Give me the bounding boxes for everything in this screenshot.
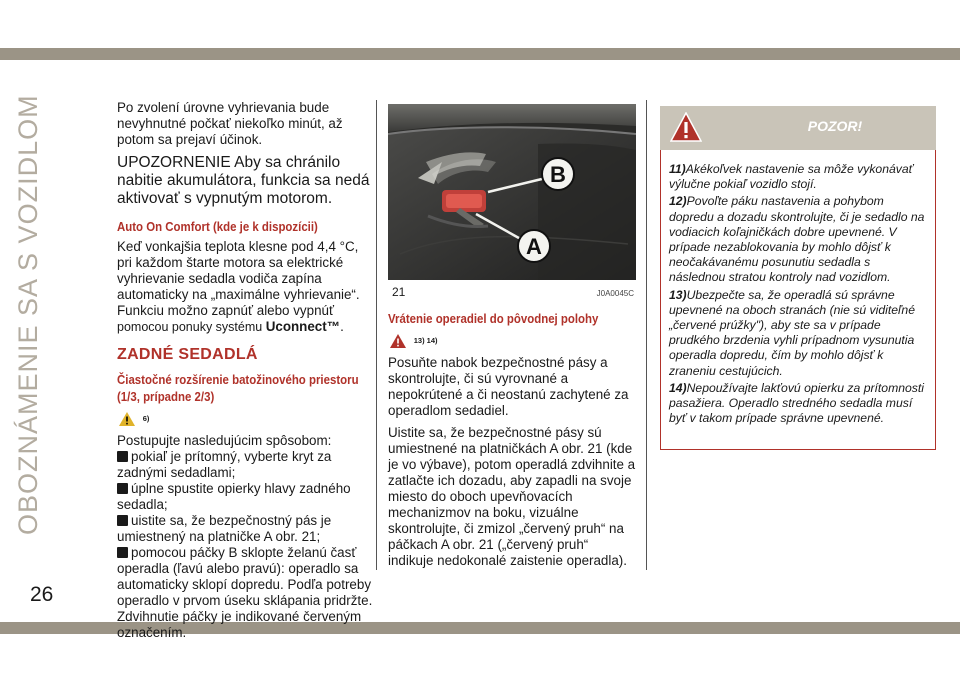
steps-list <box>117 449 375 641</box>
bullet-icon <box>117 483 128 494</box>
battery-warning: UPOZORNENIE Aby sa chránilo nabitie akumulátora, funkcia sa nedá aktivovať s vypnutým motorom. <box>117 154 370 207</box>
warning-title: POZOR! <box>807 118 863 134</box>
section-rear-seats: ZADNÉ SEDADLÁ <box>117 346 258 363</box>
warning-ref-number: 13) 14) <box>413 336 438 346</box>
label-b: B <box>550 162 566 187</box>
list-item <box>117 481 375 513</box>
list-item <box>117 545 375 641</box>
step-text: pokiaľ je prítomný, vyberte kryt za zadnými sedadlami; <box>117 449 332 480</box>
warning-number: 13) <box>669 287 687 302</box>
warning-triangle-icon <box>390 334 406 348</box>
page-number: 26 <box>30 583 54 606</box>
paragraph-check-lock: Uistite sa, že bezpečnostné pásy sú umiestnené na platničkách A obr. 21 (kde je vo výbave), potom operadlá zdvihnite a zatlačte ich dozadu, aby zapadli na svoje miesto do oboch upevňovacích mechanizmov na boku, vizuálne skontrolujte, či zmizol „červený pruh“ na páčkach A obr. 21 („červený pruh“ indikuje nedokonalé zaistenie operadla). <box>388 425 636 568</box>
paragraph-auto-on <box>117 239 375 335</box>
warning-panel-header <box>660 106 936 150</box>
auto-on-menu-prefix: pomocou ponuky systému <box>117 320 266 334</box>
bullet-icon <box>117 451 128 462</box>
warning-number: 14) <box>669 380 687 395</box>
list-item <box>669 381 927 427</box>
warning-number: 12) <box>669 194 687 209</box>
warning-panel-body <box>660 150 936 450</box>
figure-caption <box>388 284 636 302</box>
column-middle-text <box>388 310 636 575</box>
heading-return-backrests: Vrátenie operadiel do pôvodnej polohy <box>388 311 599 326</box>
list-item <box>669 288 927 379</box>
steps-intro: Postupujte nasledujúcim spôsobom: <box>117 433 332 448</box>
figure-code: J0A0045C <box>596 289 634 298</box>
step-text: pomocou páčky B sklopte želanú časť operadla (ľavú alebo pravú): operadlo sa automaticky sklopí dopredu. Podľa potreby operadlo v prvom úseku sklápania pridržte. Zdvihnutie páčky je indikované červeným označením. <box>117 545 373 640</box>
bullet-icon <box>117 547 128 558</box>
warning-triangle-icon <box>119 412 135 426</box>
warning-reference <box>390 333 636 349</box>
heading-partial-extension: Čiastočné rozšírenie batožinového priestoru (1/3, prípadne 2/3) <box>117 372 359 404</box>
warning-text: Ubezpečte sa, že operadlá sú správne upevnené na oboch stranách (nie sú viditeľné „červené prúžky"), aby ste sa v prípade prudkého brzdenia vyhli prípadnom vysunutia operadla dopredu, čím by mohlo dôjsť k zraneniu cestujúcich. <box>669 287 915 378</box>
paragraph-belts: Posuňte nabok bezpečnostné pásy a skontrolujte, či sú vyrovnané a nepokrútené a či neostanú zachytené za operadlom sedadiel. <box>388 355 629 418</box>
bullet-icon <box>117 515 128 526</box>
warning-text: Nepoužívajte lakťovú opierku za prítomnosti pasažiera. Operadlo stredného sedadla musí byť v takom prípade správne upevnené. <box>669 380 924 426</box>
warning-reference <box>119 411 375 427</box>
warning-panel <box>660 106 936 450</box>
label-a: A <box>526 234 542 259</box>
warning-number: 11) <box>669 162 686 176</box>
step-text: úplne spustite opierky hlavy zadného sedadla; <box>117 481 351 512</box>
auto-on-text: Keď vonkajšia teplota klesne pod 4,4 °C, pri každom štarte motora sa elektrické vyhrievanie sedadla vodiča zapína automaticky na „maximálne vyhrievanie“. Funkciu možno zapnúť alebo vypnúť <box>117 239 360 318</box>
column-divider <box>646 100 647 570</box>
heading-auto-on-comfort: Auto On Comfort (kde je k dispozícii) <box>117 219 318 234</box>
warning-text: Povoľte páku nastavenia a pohybom dopredu a dozadu skontrolujte, či je sedadlo na vodiacich koľajničkách dobre upevnené. V prípade nezablokovania by mohlo dôjsť k neočakávanému posunutiu sedadla s následnou stratou kontroly nad vozidlom. <box>669 194 925 285</box>
step-text: uistite sa, že bezpečnostný pás je umiestnený na platničke A obr. 21; <box>117 513 332 544</box>
side-chapter-title: OBOZNÁMENIE SA S VOZIDLOM <box>13 94 43 535</box>
column-left <box>117 100 375 641</box>
paragraph-heating-wait: Po zvolení úrovne vyhrievania bude nevyhnutné počkať niekoľko minút, až potom sa prejaví účinok. <box>117 100 343 147</box>
column-divider <box>376 100 377 570</box>
uconnect-label: Uconnect™ <box>265 319 341 334</box>
list-item <box>669 162 927 192</box>
warning-ref-number: 6) <box>142 414 150 424</box>
list-item <box>117 449 375 481</box>
seat-illustration <box>388 104 636 280</box>
top-band <box>0 48 960 60</box>
auto-on-suffix: . <box>340 319 344 334</box>
list-item <box>117 513 375 545</box>
figure-21-photo <box>388 104 636 280</box>
figure-number: 21 <box>392 285 406 299</box>
danger-triangle-icon <box>670 112 702 142</box>
warning-text: Akékoľvek nastavenie sa môže vykonávať výlučne pokiaľ vozidlo stojí. <box>669 162 913 192</box>
list-item <box>669 194 927 285</box>
